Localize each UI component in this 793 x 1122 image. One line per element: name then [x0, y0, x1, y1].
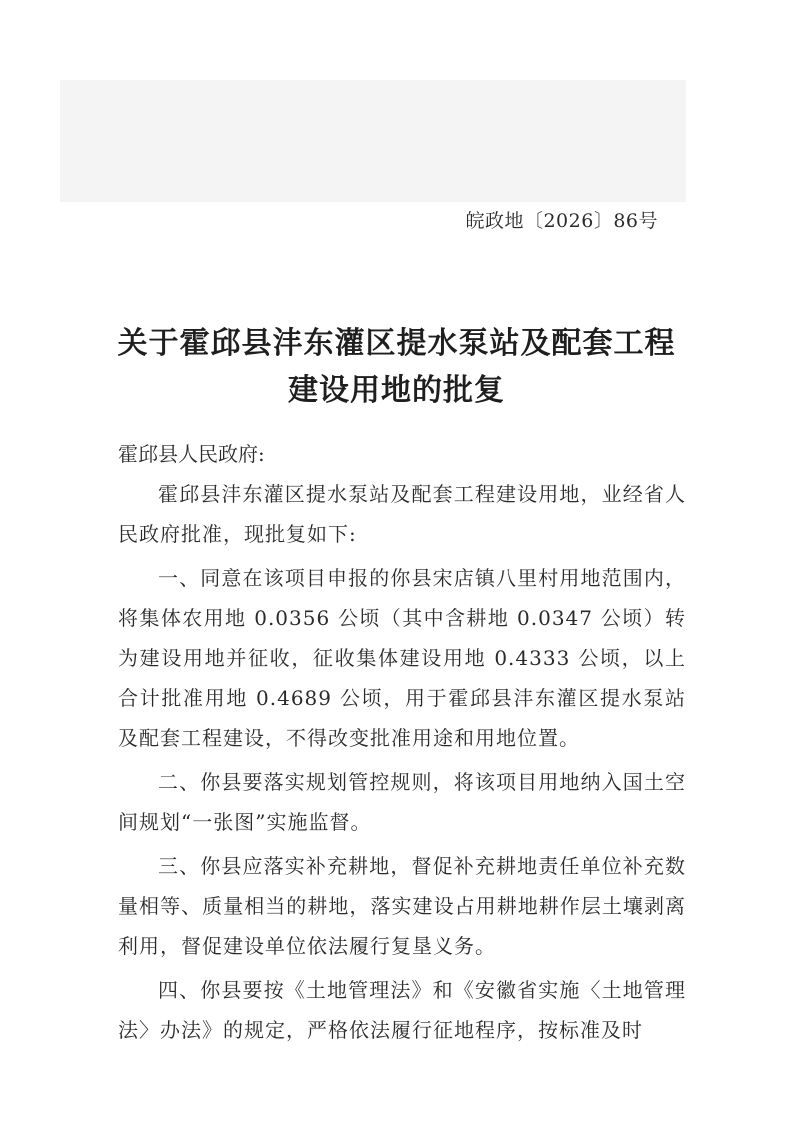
paragraph-intro: 霍邱县沣东灌区提水泵站及配套工程建设用地，业经省人民政府批准，现批复如下: [118, 482, 686, 546]
addressee: 霍邱县人民政府: [118, 442, 265, 466]
paragraph-item-4: 四、你县要按《土地管理法》和《安徽省实施〈土地管理法〉办法》的规定，严格依法履行征地程序，按标准及时 [118, 978, 686, 1042]
document-number: 皖政地〔2026〕86号 [465, 210, 658, 232]
redacted-header-area [60, 80, 686, 202]
paragraph-item-1: 一、同意在该项目申报的你县宋店镇八里村用地范围内，将集体农用地 0.0356 公顷（其中含耕地 0.0347 公顷）转为建设用地并征收，征收集体建设用地 0.4333 公顷，以上合计批准用地 0.4689 公顷，用于霍邱县沣东灌区提水泵站及配套工程建设，不得改变批准用途和用地位置。 [118, 566, 686, 750]
paragraph-item-2: 二、你县要落实规划管控规则，将该项目用地纳入国土空间规划“一张图”实施监督。 [118, 770, 686, 834]
document-title-line-2: 建设用地的批复 [288, 373, 505, 408]
document-body [118, 474, 686, 1054]
document-title-line-1: 关于霍邱县沣东灌区提水泵站及配套工程 [117, 326, 676, 361]
paragraph-item-3: 三、你县应落实补充耕地，督促补充耕地责任单位补充数量相等、质量相当的耕地，落实建设占用耕地耕作层土壤剥离利用，督促建设单位依法履行复垦义务。 [118, 854, 686, 958]
